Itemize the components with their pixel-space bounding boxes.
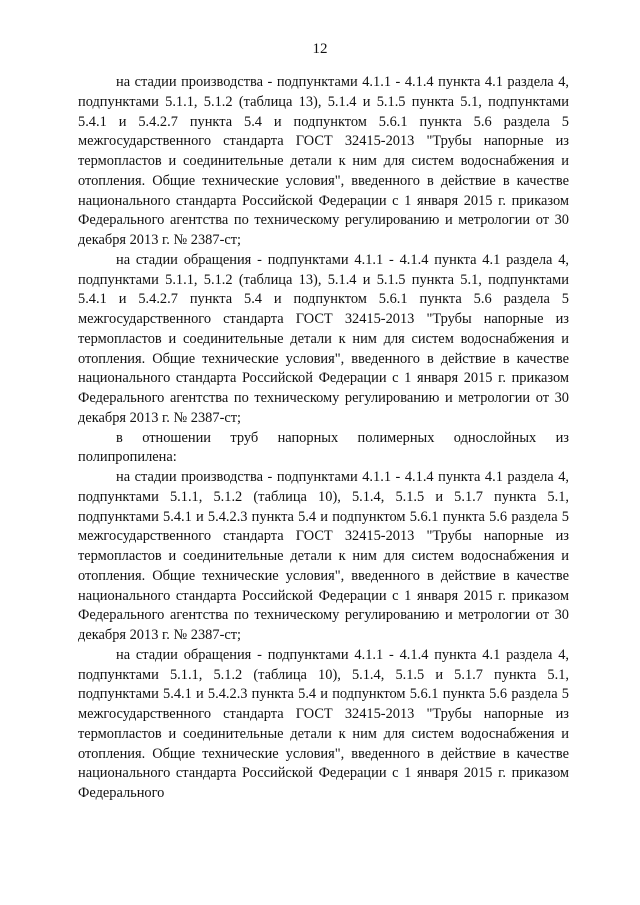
paragraph-production-stage-2: на стадии производства - подпунктами 4.1.1 - 4.1.4 пункта 4.1 раздела 4, подпунктами 5.1.1, 5.1.2 (таблица 10), 5.1.4, 5.1.5 и 5.1.7 пункта 5.1, подпунктами 5.4.1 и 5.4.2.3 пункта 5.4 и подпунктом 5.6.1 пункта 5.6 раздела 5 межгосударственного стандарта ГОСТ 32415-2013 "Трубы напорные из термопластов и соединительные детали к ним для систем водоснабжения и отопления. Общие технические условия", введенного в действие в качестве национального стандарта Российской Федерации с 1 января 2015 г. приказом Федерального агентства по техническому регулированию и метрологии от 30 декабря 2013 г. № 2387-ст; (78, 469, 569, 643)
paragraph-circulation-stage-1: на стадии обращения - подпунктами 4.1.1 - 4.1.4 пункта 4.1 раздела 4, подпунктами 5.1.1, 5.1.2 (таблица 13), 5.1.4 и 5.1.5 пункта 5.1, подпунктами 5.4.1 и 5.4.2.7 пункта 5.4 и подпунктом 5.6.1 пункта 5.6 раздела 5 межгосударственного стандарта ГОСТ 32415-2013 "Трубы напорные из термопластов и соединительные детали к ним для систем водоснабжения и отопления. Общие технические условия", введенного в действие в качестве национального стандарта Российской Федерации с 1 января 2015 г. приказом Федерального агентства по техническому регулированию и метрологии от 30 декабря 2013 г. № 2387-ст; (78, 251, 569, 426)
page-number: 12 (312, 41, 328, 57)
paragraph-polypropylene-pipes-heading: в отношении труб напорных полимерных однослойных из полипропилена: (78, 429, 569, 466)
paragraph-production-stage-1: на стадии производства - подпунктами 4.1.1 - 4.1.4 пункта 4.1 раздела 4, подпунктами 5.1.1, 5.1.2 (таблица 13), 5.1.4 и 5.1.5 пункта 5.1, подпунктами 5.4.1 и 5.4.2.7 пункта 5.4 и подпунктом 5.6.1 пункта 5.6 раздела 5 межгосударственного стандарта ГОСТ 32415-2013 "Трубы напорные из термопластов и соединительные детали к ним для систем водоснабжения и отопления. Общие технические условия", введенного в действие в качестве национального стандарта Российской Федерации с 1 января 2015 г. приказом Федерального агентства по техническому регулированию и метрологии от 30 декабря 2013 г. № 2387-ст; (78, 74, 569, 248)
paragraph-circulation-stage-2: на стадии обращения - подпунктами 4.1.1 - 4.1.4 пункта 4.1 раздела 4, подпунктами 5.1.1, 5.1.2 (таблица 10), 5.1.4, 5.1.5 и 5.1.7 пункта 5.1, подпунктами 5.4.1 и 5.4.2.3 пункта 5.4 и подпунктом 5.6.1 пункта 5.6 раздела 5 межгосударственного стандарта ГОСТ 32415-2013 "Трубы напорные из термопластов и соединительные детали к ним для систем водоснабжения и отопления. Общие технические условия", введенного в действие в качестве национального стандарта Российской Федерации с 1 января 2015 г. приказом Федерального (78, 646, 569, 801)
document-body (78, 73, 569, 804)
